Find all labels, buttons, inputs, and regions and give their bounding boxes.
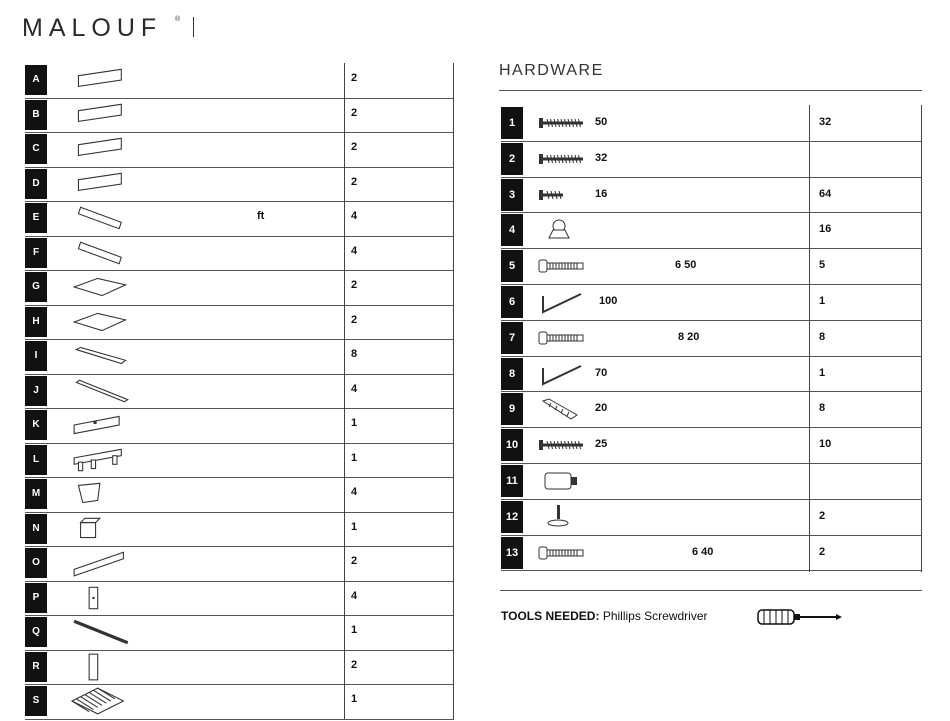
long-panel-icon — [57, 169, 147, 199]
part-quantity: 8 — [351, 348, 358, 360]
hardware-column-divider — [809, 105, 810, 572]
block-icon — [57, 514, 147, 544]
part-quantity: 4 — [351, 210, 358, 222]
hardware-row — [501, 535, 922, 572]
post-icon — [57, 652, 147, 682]
hardware-row — [501, 212, 922, 249]
slat-icon — [57, 341, 147, 371]
part-code: H — [25, 307, 47, 337]
hardware-row — [501, 141, 922, 178]
hardware-quantity: 32 — [819, 116, 832, 128]
hardware-title: HARDWARE — [499, 62, 604, 79]
hardware-size: 8 20 — [678, 330, 700, 343]
hardware-code: 12 — [501, 501, 523, 533]
part-quantity: 2 — [351, 555, 358, 567]
hardware-code: 1 — [501, 107, 523, 139]
part-row — [25, 374, 454, 410]
hardware-code: 10 — [501, 429, 523, 461]
hardware-right-border — [921, 105, 922, 572]
wood-screw-icon — [537, 431, 589, 459]
part-code: P — [25, 583, 47, 613]
long-panel-icon — [57, 100, 147, 130]
part-row — [25, 201, 454, 237]
hardware-quantity: 8 — [819, 402, 826, 415]
part-code: B — [25, 100, 47, 130]
part-row — [25, 684, 454, 720]
part-quantity: 4 — [351, 382, 358, 395]
logo-divider — [193, 17, 194, 37]
flat-board-icon — [57, 272, 147, 302]
hardware-size: 70 — [595, 366, 608, 379]
center-beam-icon — [57, 410, 147, 440]
part-code: J — [25, 376, 47, 406]
leveler-icon — [537, 503, 589, 531]
part-code: S — [25, 686, 47, 716]
hardware-quantity: 1 — [819, 295, 826, 307]
hardware-code: 6 — [501, 286, 523, 318]
hardware-size: 50 — [595, 116, 608, 128]
part-code: D — [25, 169, 47, 199]
part-quantity: 2 — [351, 658, 358, 671]
part-row — [25, 98, 454, 134]
part-code: M — [25, 479, 47, 509]
allen-key-icon — [537, 288, 589, 316]
hardware-row — [501, 427, 922, 464]
parts-table — [25, 63, 454, 719]
rod-icon — [57, 617, 147, 647]
part-quantity: 4 — [351, 244, 358, 257]
long-panel-icon — [57, 65, 147, 95]
hardware-row — [501, 177, 922, 214]
hardware-row — [501, 105, 922, 142]
parts-column-divider — [344, 63, 345, 719]
hardware-quantity: 2 — [819, 545, 826, 558]
hardware-code: 3 — [501, 179, 523, 211]
hardware-row — [501, 391, 922, 428]
tools-value: Phillips Screwdriver — [602, 609, 708, 623]
bolt-icon — [537, 252, 589, 280]
hardware-size: 6 40 — [692, 545, 714, 558]
part-quantity: 1 — [351, 624, 358, 636]
part-code: C — [25, 134, 47, 164]
hardware-code: 7 — [501, 322, 523, 354]
part-row — [25, 512, 454, 548]
part-code: R — [25, 652, 47, 682]
part-code: O — [25, 548, 47, 578]
hardware-quantity: 8 — [819, 330, 826, 343]
parts-right-border — [453, 63, 454, 719]
hardware-code: 13 — [501, 537, 523, 569]
slat-roll-icon — [57, 686, 147, 716]
wood-screw-icon — [537, 145, 589, 173]
hardware-table — [501, 105, 922, 572]
part-row — [25, 167, 454, 203]
part-quantity: 4 — [351, 486, 358, 498]
hardware-row — [501, 284, 922, 321]
leg-beam-icon — [57, 445, 147, 475]
hardware-row — [501, 356, 922, 393]
hardware-row — [501, 499, 922, 536]
part-code: Q — [25, 617, 47, 647]
part-code: K — [25, 410, 47, 440]
plate-icon — [57, 583, 147, 613]
dowel-icon — [537, 395, 589, 423]
hardware-code: 2 — [501, 143, 523, 175]
part-quantity: 1 — [351, 451, 358, 464]
part-code: E — [25, 203, 47, 233]
part-code: F — [25, 238, 47, 268]
hardware-code: 9 — [501, 393, 523, 425]
part-quantity: 1 — [351, 693, 358, 705]
hardware-size: 32 — [595, 151, 608, 164]
barrel-nut-icon — [537, 467, 589, 495]
part-row — [25, 408, 454, 444]
part-quantity: 1 — [351, 417, 358, 429]
part-row — [25, 615, 454, 651]
angled-panel-icon — [57, 203, 147, 233]
part-row — [25, 236, 454, 272]
hardware-code: 11 — [501, 465, 523, 497]
side-rail-icon — [57, 548, 147, 578]
part-quantity: 2 — [351, 175, 358, 188]
hardware-size: 25 — [595, 438, 608, 451]
part-quantity: 4 — [351, 589, 358, 602]
part-quantity: 2 — [351, 141, 358, 153]
part-row — [25, 305, 454, 341]
part-code: L — [25, 445, 47, 475]
part-row — [25, 63, 454, 99]
part-row — [25, 443, 454, 479]
part-quantity: 1 — [351, 520, 358, 533]
part-quantity: 2 — [351, 313, 358, 326]
part-code: I — [25, 341, 47, 371]
hardware-divider — [499, 90, 922, 91]
part-row — [25, 581, 454, 617]
hardware-code: 8 — [501, 358, 523, 390]
part-code: N — [25, 514, 47, 544]
part-quantity: 2 — [351, 106, 358, 119]
tools-label: TOOLS NEEDED: — [501, 609, 600, 623]
hardware-quantity: 64 — [819, 187, 832, 200]
short-screw-icon — [537, 181, 589, 209]
screwdriver-icon — [756, 607, 844, 627]
flat-board-icon — [57, 307, 147, 337]
wood-screw-icon — [537, 109, 589, 137]
hardware-quantity: 5 — [819, 259, 826, 272]
allen-key-icon — [537, 360, 589, 388]
bracket-icon — [57, 479, 147, 509]
part-row — [25, 546, 454, 582]
part-row — [25, 132, 454, 168]
bolt-icon — [537, 324, 589, 352]
hardware-size: 6 50 — [675, 259, 697, 272]
long-panel-icon — [57, 134, 147, 164]
caster-icon — [537, 216, 589, 244]
part-quantity: 2 — [351, 279, 358, 291]
part-quantity: 2 — [351, 72, 358, 84]
trademark: ® — [175, 16, 181, 23]
hardware-code: 5 — [501, 250, 523, 282]
bolt-icon — [537, 539, 589, 567]
hardware-size: 100 — [599, 295, 618, 307]
hardware-row — [501, 463, 922, 500]
brand-logo: MALOUF — [22, 14, 163, 42]
hardware-quantity: 10 — [819, 438, 832, 451]
hardware-quantity: 16 — [819, 223, 832, 236]
hardware-size: 16 — [595, 187, 608, 200]
hardware-row — [501, 320, 922, 357]
tools-divider — [500, 590, 922, 591]
hardware-quantity: 1 — [819, 366, 826, 379]
part-code: A — [25, 65, 47, 95]
part-row — [25, 270, 454, 306]
tools-needed — [501, 609, 708, 623]
hardware-code: 4 — [501, 214, 523, 246]
hardware-size: 20 — [595, 402, 608, 415]
part-row — [25, 339, 454, 375]
rail-icon — [57, 376, 147, 406]
hardware-quantity: 2 — [819, 509, 826, 522]
hardware-row — [501, 248, 922, 285]
angled-panel-icon — [57, 238, 147, 268]
part-code: G — [25, 272, 47, 302]
part-row — [25, 477, 454, 513]
part-row — [25, 650, 454, 686]
part-description: ft — [257, 210, 265, 222]
